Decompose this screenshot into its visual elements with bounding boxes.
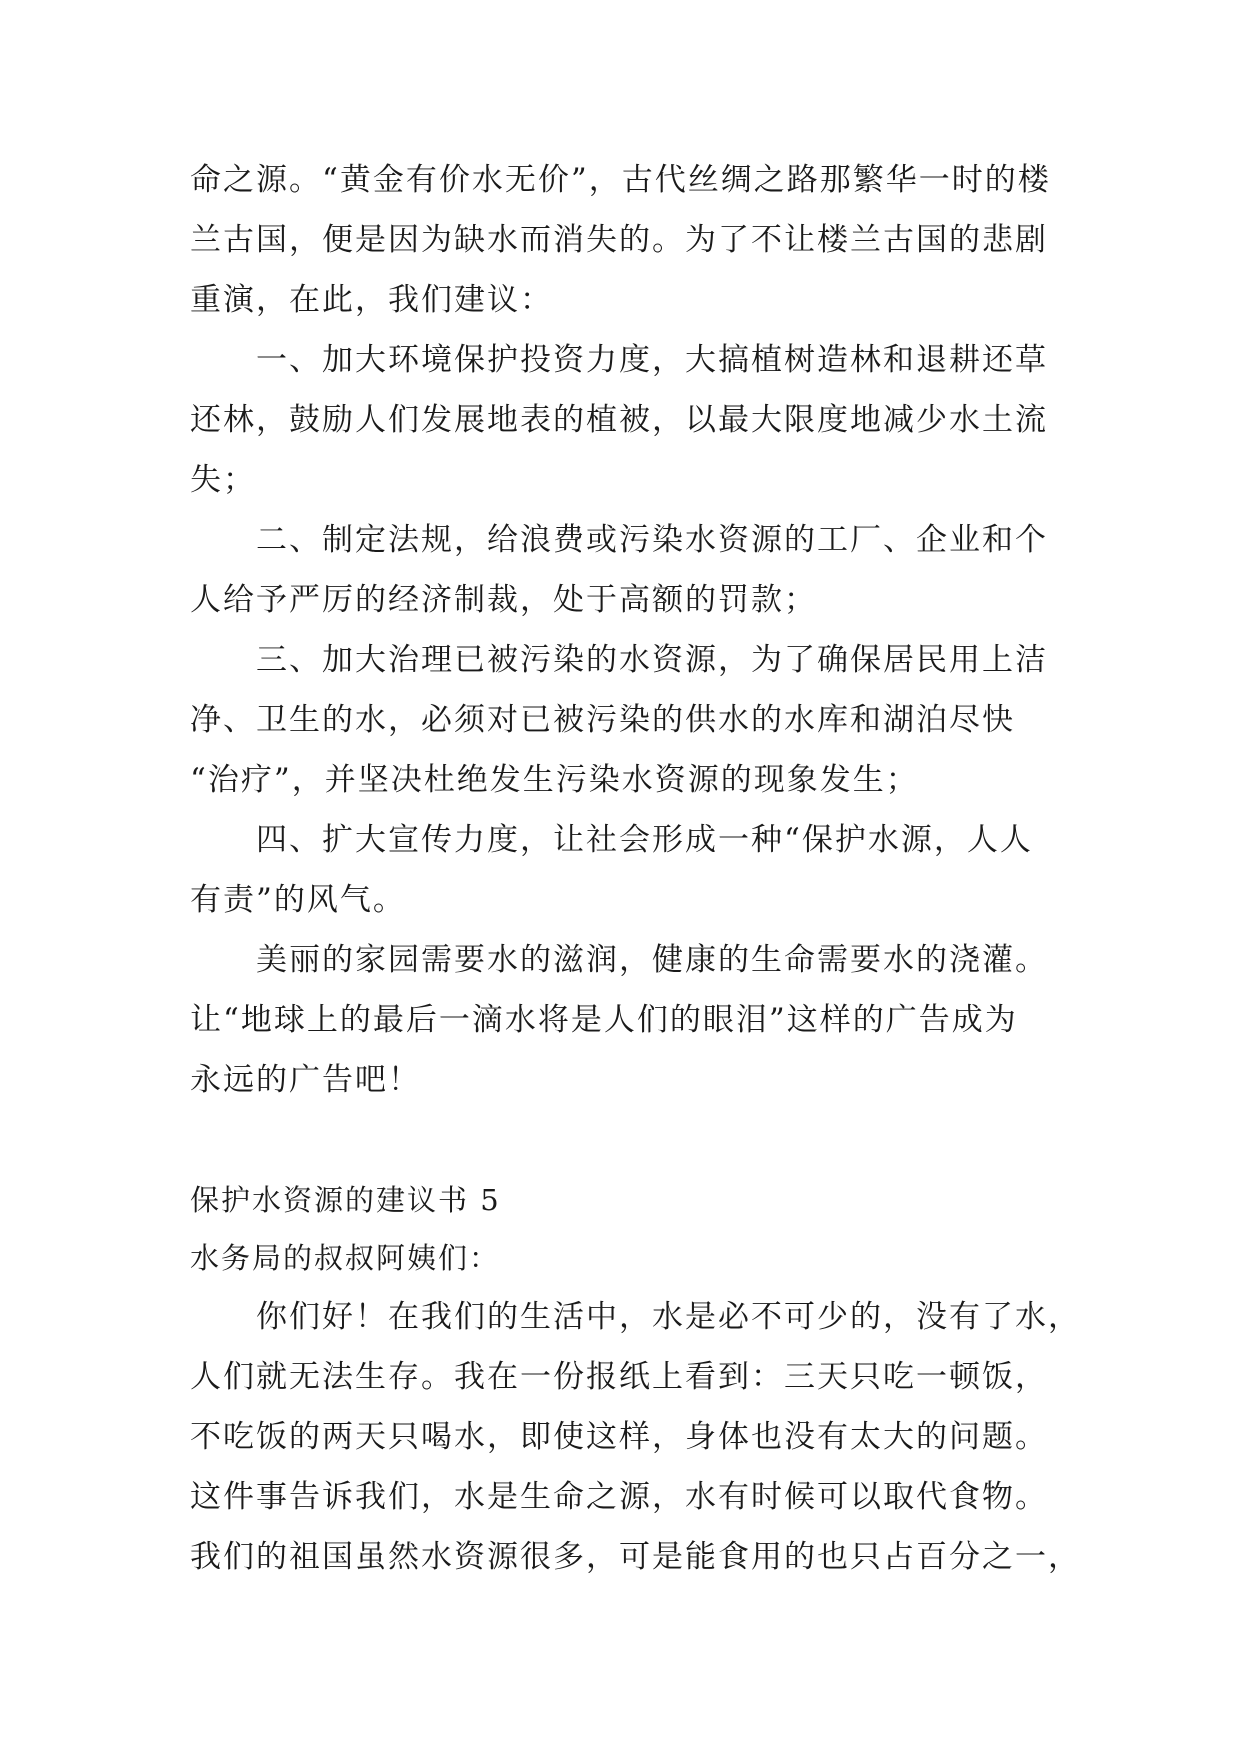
text-line: 我们的祖国虽然水资源很多，可是能食用的也只占百分之一， bbox=[190, 1539, 1081, 1575]
text-line: 还林，鼓励人们发展地表的植被，以最大限度地减少水土流 bbox=[190, 402, 1048, 438]
section-title: 保护水资源的建议书 5 bbox=[190, 1183, 501, 1217]
paragraph-start: 美丽的家园需要水的滋润，健康的生命需要水的浇灌。 bbox=[256, 942, 1048, 978]
text-line: 让“地球上的最后一滴水将是人们的眼泪”这样的广告成为 bbox=[190, 1002, 1018, 1038]
paragraph-start: 一、加大环境保护投资力度，大搞植树造林和退耕还草 bbox=[256, 342, 1048, 378]
paragraph-start: 四、扩大宣传力度，让社会形成一种“保护水源，人人 bbox=[256, 822, 1033, 858]
salutation: 水务局的叔叔阿姨们： bbox=[190, 1241, 501, 1275]
paragraph-start: 三、加大治理已被污染的水资源，为了确保居民用上洁 bbox=[256, 642, 1048, 678]
paragraph-start: 二、制定法规，给浪费或污染水资源的工厂、企业和个 bbox=[256, 522, 1048, 558]
text-line: 命之源。“黄金有价水无价”，古代丝绸之路那繁华一时的楼 bbox=[190, 162, 1051, 198]
text-line: 有责”的风气。 bbox=[190, 882, 406, 918]
paragraph-start: 你们好！在我们的生活中，水是必不可少的，没有了水， bbox=[256, 1299, 1081, 1335]
text-line: 这件事告诉我们，水是生命之源，水有时候可以取代食物。 bbox=[190, 1479, 1048, 1515]
text-line: 永远的广告吧！ bbox=[190, 1062, 421, 1098]
text-line: 兰古国，便是因为缺水而消失的。为了不让楼兰古国的悲剧 bbox=[190, 222, 1048, 258]
section-gap bbox=[190, 1110, 1060, 1171]
text-line: “治疗”，并坚决杜绝发生污染水资源的现象发生； bbox=[190, 762, 919, 798]
document-page bbox=[190, 150, 1081, 1587]
text-line: 净、卫生的水，必须对已被污染的供水的水库和湖泊尽快 bbox=[190, 702, 1015, 738]
text-line: 失； bbox=[190, 462, 256, 498]
text-line: 不吃饭的两天只喝水，即使这样，身体也没有太大的问题。 bbox=[190, 1419, 1048, 1455]
text-line: 重演，在此，我们建议： bbox=[190, 282, 553, 318]
text-line: 人们就无法生存。我在一份报纸上看到：三天只吃一顿饭， bbox=[190, 1359, 1048, 1395]
text-line: 人给予严厉的经济制裁，处于高额的罚款； bbox=[190, 582, 817, 618]
